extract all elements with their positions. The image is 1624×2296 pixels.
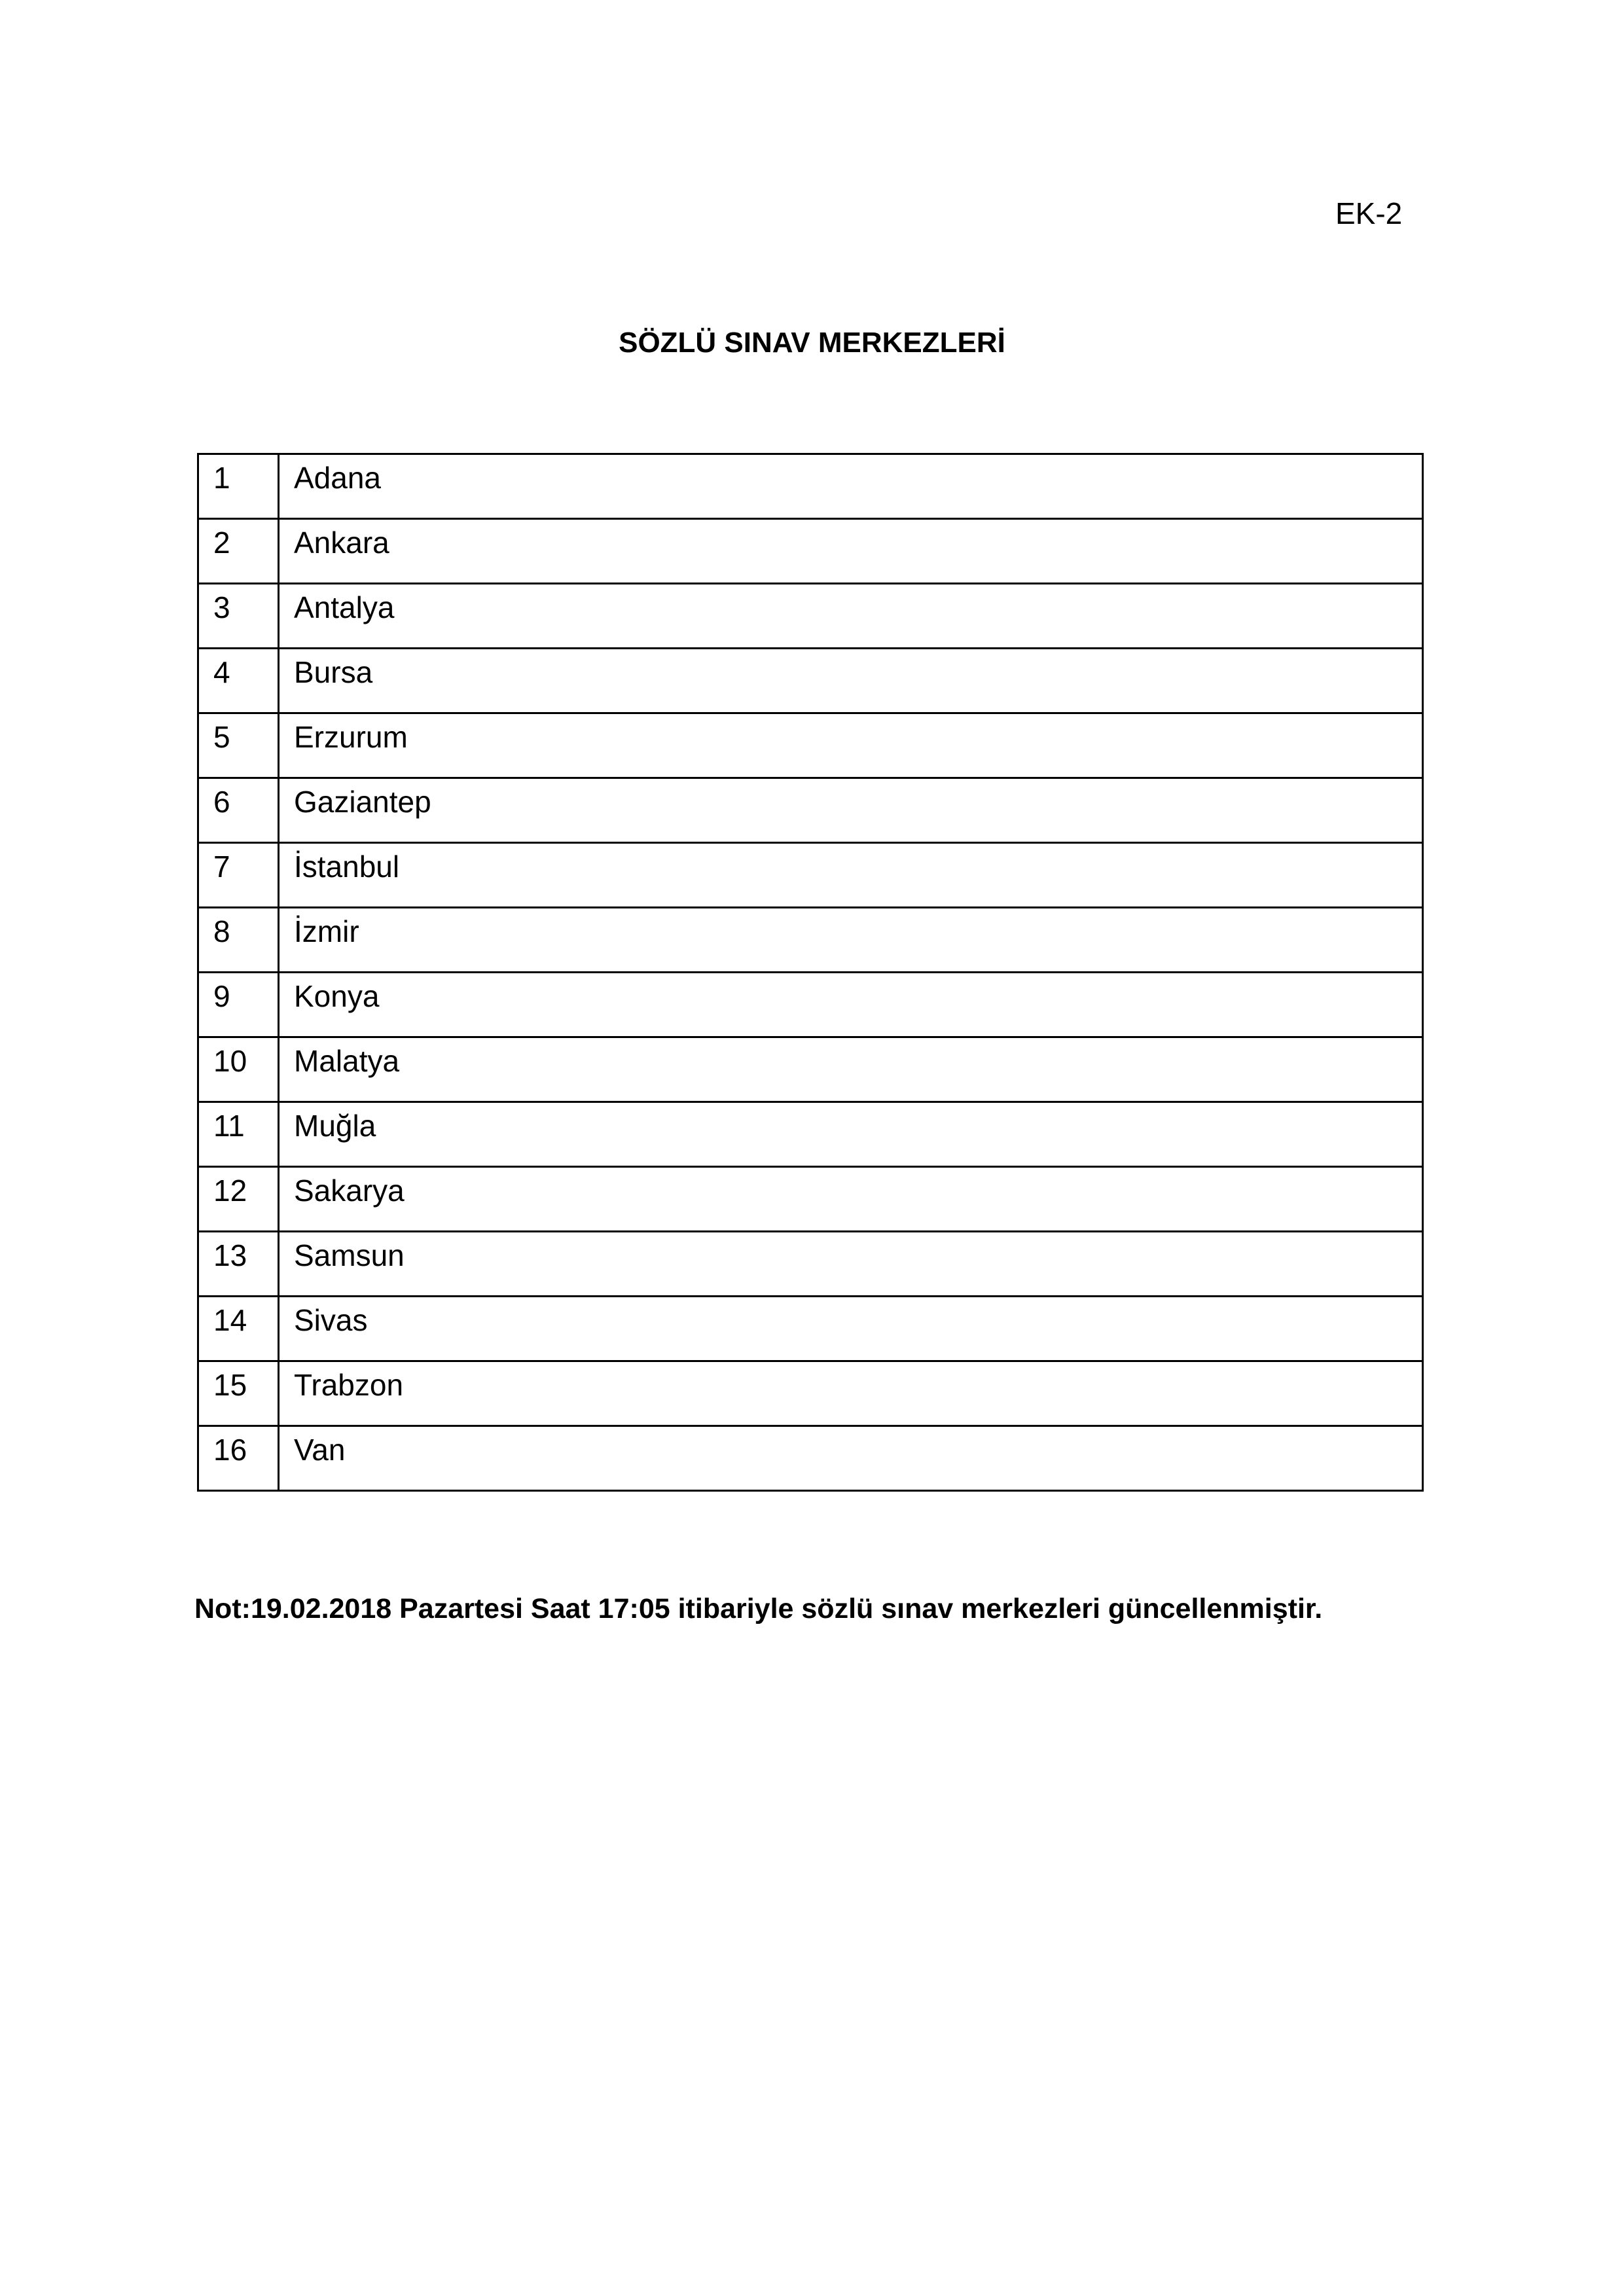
row-number-cell [198,649,279,713]
row-number: 2 [213,526,230,560]
row-number-cell [198,843,279,908]
update-note: Not:19.02.2018 Pazartesi Saat 17:05 itibariyle sözlü sınav merkezleri güncellenmiştir. [194,1593,1323,1624]
city-cell [279,1232,1423,1297]
row-number: 6 [213,785,230,819]
city-cell [279,908,1423,973]
row-number: 4 [213,655,230,689]
city-name: Konya [294,979,380,1013]
row-number: 7 [213,850,230,884]
city-name: İzmir [294,914,359,948]
row-number-cell [198,1426,279,1491]
row-number: 9 [213,979,230,1013]
city-name: Muğla [294,1109,376,1143]
row-number-cell [198,1297,279,1361]
table-row [198,584,1423,649]
table-row [198,778,1423,843]
row-number: 11 [213,1109,245,1143]
city-name: Van [294,1433,346,1467]
city-cell [279,778,1423,843]
city-name: Erzurum [294,720,408,754]
table-row [198,1037,1423,1102]
row-number-cell [198,454,279,519]
city-name: Ankara [294,526,389,560]
table-row [198,843,1423,908]
city-cell [279,584,1423,649]
annex-label: EK-2 [1335,196,1403,230]
city-name: Sakarya [294,1174,405,1208]
table-row [198,1297,1423,1361]
city-name: Gaziantep [294,785,431,819]
exam-centers-table [197,453,1424,1492]
row-number-cell [198,1037,279,1102]
city-name: Adana [294,461,382,495]
row-number: 14 [213,1303,247,1337]
row-number: 13 [213,1238,247,1272]
table-row [198,908,1423,973]
row-number-cell [198,1102,279,1167]
table-row [198,519,1423,584]
city-cell [279,713,1423,778]
table-row [198,713,1423,778]
row-number-cell [198,1361,279,1426]
table-row [198,454,1423,519]
table-row [198,649,1423,713]
table-row [198,1167,1423,1232]
table-row [198,1361,1423,1426]
row-number: 1 [213,461,230,495]
city-cell [279,454,1423,519]
page-title: SÖZLÜ SINAV MERKEZLERİ [619,327,1005,359]
city-cell [279,1297,1423,1361]
city-name: Malatya [294,1044,400,1078]
city-cell [279,1037,1423,1102]
city-name: Trabzon [294,1368,404,1402]
row-number: 8 [213,914,230,948]
row-number-cell [198,778,279,843]
table-row [198,1426,1423,1491]
city-cell [279,973,1423,1037]
row-number-cell [198,1167,279,1232]
table-row [198,1232,1423,1297]
city-name: Sivas [294,1303,368,1337]
table-row [198,1102,1423,1167]
city-cell [279,1167,1423,1232]
row-number-cell [198,519,279,584]
city-name: Antalya [294,590,395,624]
city-name: Bursa [294,655,373,689]
row-number-cell [198,908,279,973]
city-name: Samsun [294,1238,405,1272]
city-cell [279,519,1423,584]
row-number: 12 [213,1174,247,1208]
city-cell [279,843,1423,908]
row-number: 16 [213,1433,247,1467]
table-row [198,973,1423,1037]
row-number: 5 [213,720,230,754]
city-cell [279,649,1423,713]
city-name: İstanbul [294,850,400,884]
city-cell [279,1361,1423,1426]
city-cell [279,1426,1423,1491]
row-number: 10 [213,1044,247,1078]
row-number-cell [198,973,279,1037]
row-number-cell [198,713,279,778]
city-cell [279,1102,1423,1167]
row-number-cell [198,1232,279,1297]
row-number: 3 [213,590,230,624]
row-number-cell [198,584,279,649]
row-number: 15 [213,1368,247,1402]
